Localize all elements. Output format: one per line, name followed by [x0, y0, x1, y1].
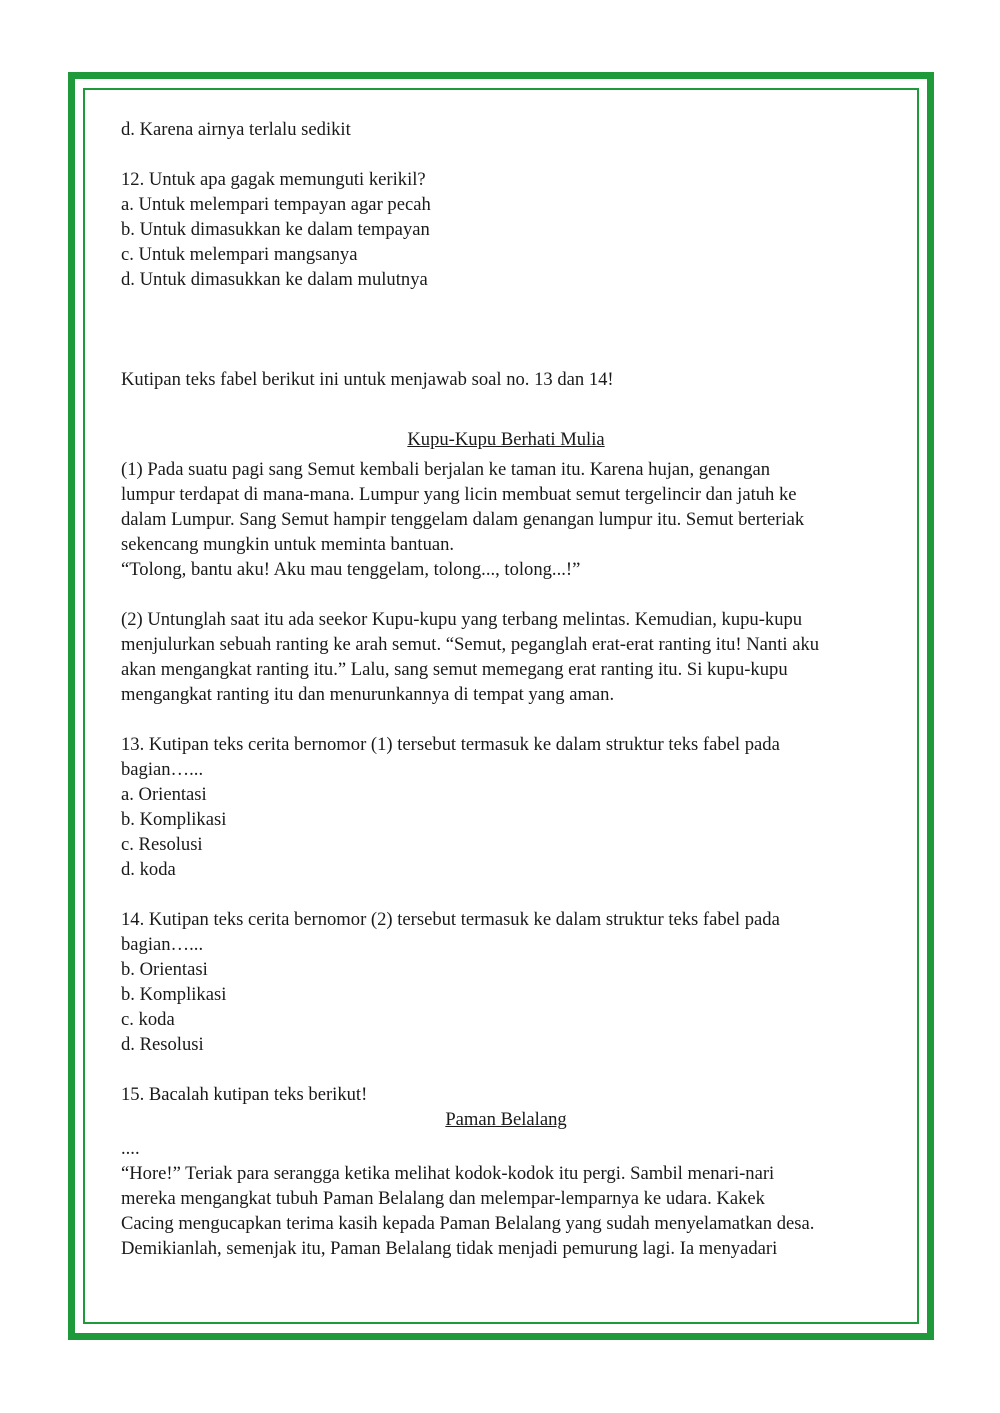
q13-question-line: 13. Kutipan teks cerita bernomor (1) tersebut termasuk ke dalam struktur teks fabel pada [121, 734, 780, 755]
q13-option-a: a. Orientasi [121, 784, 207, 805]
q11-option-d: d. Karena airnya terlalu sedikit [121, 119, 351, 140]
story1-p1-line: dalam Lumpur. Sang Semut hampir tenggelam dalam genangan lumpur itu. Semut berteriak [121, 509, 805, 530]
worksheet-content [121, 117, 891, 1261]
story2-ellipsis: .... [121, 1138, 140, 1159]
story1-p1-line: “Tolong, bantu aku! Aku mau tenggelam, tolong..., tolong...!” [121, 559, 581, 580]
q14-option-1: b. Orientasi [121, 959, 208, 980]
q14-option-4: d. Resolusi [121, 1034, 204, 1055]
story2-title: Paman Belalang [445, 1109, 567, 1130]
q14-question-line: bagian…... [121, 934, 204, 955]
q14-option-2: b. Komplikasi [121, 984, 227, 1005]
story1-paragraph-2 [121, 607, 891, 707]
q13-question-line: bagian…... [121, 759, 204, 780]
q12-option-d: d. Untuk dimasukkan ke dalam mulutnya [121, 269, 428, 290]
story2-line: Cacing mengucapkan terima kasih kepada Paman Belalang yang sudah menyelamatkan desa. [121, 1213, 815, 1234]
q13-option-c: c. Resolusi [121, 834, 203, 855]
q12-option-c: c. Untuk melempari mangsanya [121, 244, 358, 265]
q13-option-d: d. koda [121, 859, 176, 880]
story1-p1-line: sekencang mungkin untuk meminta bantuan. [121, 534, 455, 555]
story1-p2-line: (2) Untunglah saat itu ada seekor Kupu-kupu yang terbang melintas. Kemudian, kupu-kupu [121, 609, 803, 630]
intro-13-14: Kutipan teks fabel berikut ini untuk menjawab soal no. 13 dan 14! [121, 369, 614, 390]
story1-p1-line: (1) Pada suatu pagi sang Semut kembali berjalan ke taman itu. Karena hujan, genangan [121, 459, 771, 480]
story1-title: Kupu-Kupu Berhati Mulia [407, 429, 605, 450]
story1-p2-line: akan mengangkat ranting itu.” Lalu, sang semut memegang erat ranting itu. Si kupu-kupu [121, 659, 788, 680]
story2-line: mereka mengangkat tubuh Paman Belalang dan melempar-lemparnya ke udara. Kakek [121, 1188, 765, 1209]
story2-line: “Hore!” Teriak para serangga ketika melihat kodok-kodok itu pergi. Sambil menari-nari [121, 1163, 775, 1184]
q15-question: 15. Bacalah kutipan teks berikut! [121, 1084, 368, 1105]
q14-question-line: 14. Kutipan teks cerita bernomor (2) tersebut termasuk ke dalam struktur teks fabel pada [121, 909, 780, 930]
story1-p1-line: lumpur terdapat di mana-mana. Lumpur yang licin membuat semut tergelincir dan jatuh ke [121, 484, 797, 505]
q14-option-3: c. koda [121, 1009, 175, 1030]
story1-p2-line: mengangkat ranting itu dan menurunkannya di tempat yang aman. [121, 684, 615, 705]
story1-paragraph-1 [121, 457, 891, 582]
q12-option-a: a. Untuk melempari tempayan agar pecah [121, 194, 431, 215]
q12-question: 12. Untuk apa gagak memunguti kerikil? [121, 169, 426, 190]
q13-option-b: b. Komplikasi [121, 809, 227, 830]
story2-line: Demikianlah, semenjak itu, Paman Belalang tidak menjadi pemurung lagi. Ia menyadari [121, 1238, 778, 1259]
q12-option-b: b. Untuk dimasukkan ke dalam tempayan [121, 219, 430, 240]
story1-p2-line: menjulurkan sebuah ranting ke arah semut. “Semut, peganglah erat-erat ranting itu! Nanti aku [121, 634, 820, 655]
